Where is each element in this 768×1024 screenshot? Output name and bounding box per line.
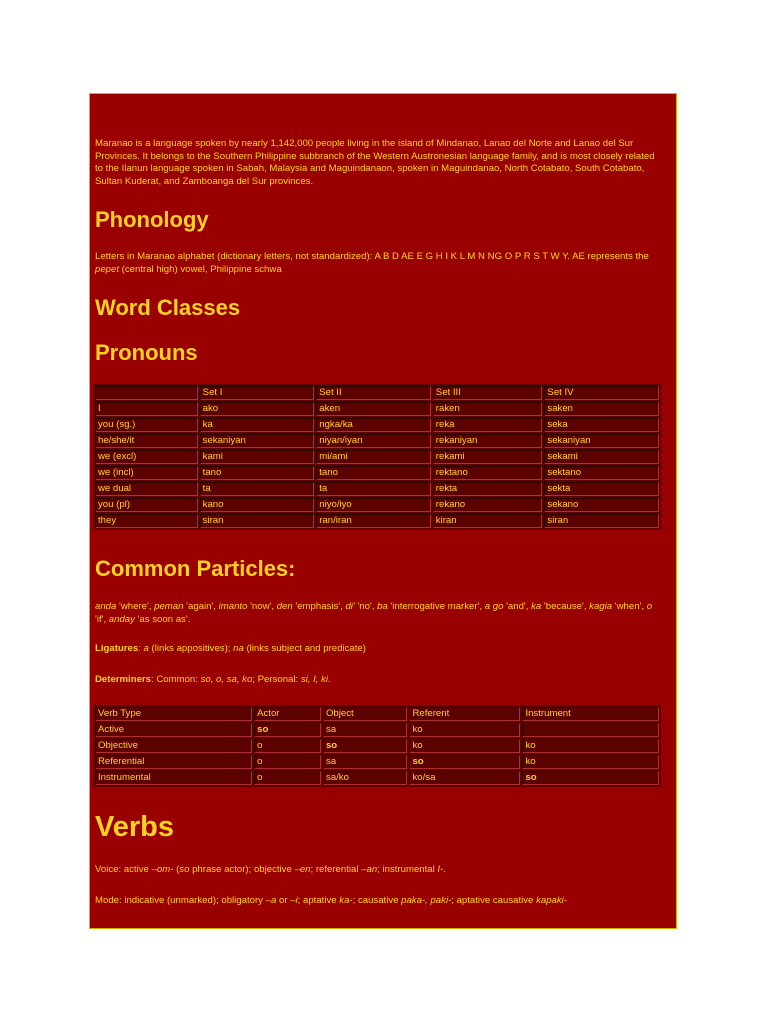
particle-gloss: 'as soon as'. [134, 613, 191, 625]
particle-gloss: 'no', [354, 601, 378, 612]
pronoun-cell: kami [200, 450, 315, 464]
pronoun-cell: reka [433, 418, 543, 432]
particle-gloss: 'where', [116, 601, 155, 612]
verb-cell: sa [323, 723, 408, 737]
common-particles-heading: Common Particles: [95, 556, 296, 581]
pronoun-cell: they [95, 514, 198, 528]
pronoun-cell: aken [316, 402, 431, 416]
particle-word: o [646, 601, 653, 612]
pronoun-cell: we (excl) [95, 450, 198, 464]
verb-cell: ko/sa [409, 771, 520, 785]
verb-header-cell: Referent [409, 707, 520, 721]
verb-header-cell: Object [323, 707, 408, 721]
particle-gloss: 'and', [503, 601, 532, 612]
ligatures-paragraph: Ligatures: a (links appositives); na (links subject and predicate) [95, 643, 366, 654]
pronoun-cell: we (incl) [95, 466, 198, 480]
verb-header-cell: Verb Type [95, 707, 252, 721]
verb-cell: so [254, 723, 321, 737]
pronoun-cell: tano [316, 466, 431, 480]
verb-cell: ko [409, 739, 520, 753]
particles-paragraph [95, 601, 665, 626]
pronoun-row [95, 482, 659, 496]
pronoun-cell: you (pl) [95, 498, 198, 512]
pronoun-cell: sekami [544, 450, 659, 464]
verb-cell: o [254, 771, 321, 785]
verb-cell [522, 723, 659, 737]
pronouns-heading: Pronouns [95, 340, 198, 365]
verb-cell: so [522, 771, 659, 785]
pronoun-cell: siran [544, 514, 659, 528]
pronoun-header-cell: Set III [433, 386, 543, 400]
verb-header-row [95, 707, 659, 721]
pronoun-row [95, 514, 659, 528]
pronoun-cell: siran [200, 514, 315, 528]
word-classes-heading: Word Classes [95, 295, 241, 320]
pronoun-cell: sekta [544, 482, 659, 496]
particle-word: anday [108, 613, 135, 625]
pronoun-cell: ta [200, 482, 315, 496]
pronoun-header-cell [95, 386, 198, 400]
mode-paragraph: Mode: indicative (unmarked); obligatory –a or –i; aptative ka-; causative paka-, paki-; aptative causative kapaki- [95, 895, 567, 906]
verb-cell: ko [409, 723, 520, 737]
pronoun-cell: niyan/iyan [316, 434, 431, 448]
pronoun-cell: saken [544, 402, 659, 416]
pronoun-row [95, 418, 659, 432]
particle-word: ka [531, 601, 542, 612]
pronoun-cell: sekano [544, 498, 659, 512]
pronoun-cell: ako [200, 402, 315, 416]
determiners-paragraph: Determiners: Common: so, o, sa, ko; Personal: si, I, ki. [95, 674, 331, 685]
pronoun-cell: ka [200, 418, 315, 432]
pronoun-cell: we dual [95, 482, 198, 496]
pronoun-cell: rektano [433, 466, 543, 480]
particle-word: imanto [218, 601, 248, 612]
voice-paragraph: Voice: active –om- (so phrase actor); objective –en; referential –an; instrumental I-. [95, 864, 446, 875]
pronoun-cell: seka [544, 418, 659, 432]
verb-row [95, 723, 659, 737]
pronoun-cell: you (sg.) [95, 418, 198, 432]
document-page [89, 93, 677, 929]
pronoun-cell: rekano [433, 498, 543, 512]
pronoun-cell: kano [200, 498, 315, 512]
pronoun-cell: tano [200, 466, 315, 480]
particle-word: den [276, 601, 293, 612]
pronoun-cell: I [95, 402, 198, 416]
verb-row [95, 739, 659, 753]
pronoun-header-row [95, 386, 659, 400]
verb-cell: so [323, 739, 408, 753]
verb-cell: Objective [95, 739, 252, 753]
pronoun-cell: mi/ami [316, 450, 431, 464]
verb-cell: so [409, 755, 520, 769]
pronoun-row [95, 498, 659, 512]
pronoun-row [95, 466, 659, 480]
pronoun-table [93, 384, 661, 530]
particle-gloss: 'if', [95, 613, 109, 625]
particle-word: di' [345, 601, 355, 612]
verb-cell: sa/ko [323, 771, 408, 785]
pronoun-cell: niyo/iyo [316, 498, 431, 512]
verb-cell: o [254, 739, 321, 753]
pronoun-cell: raken [433, 402, 543, 416]
particle-gloss: 'emphasis', [292, 601, 346, 612]
particle-word: ba [377, 601, 388, 612]
particle-gloss: 'because', [541, 601, 590, 612]
pronoun-header-cell: Set I [200, 386, 315, 400]
verb-header-cell: Actor [254, 707, 321, 721]
pronoun-cell: ngka/ka [316, 418, 431, 432]
particle-word: kagia [589, 601, 613, 612]
particle-word: peman [154, 601, 184, 612]
pronoun-cell: rekta [433, 482, 543, 496]
pronoun-cell: sektano [544, 466, 659, 480]
verb-cell: Referential [95, 755, 252, 769]
particle-word: a go [484, 601, 504, 612]
particle-gloss: 'when', [612, 601, 647, 612]
verb-header-cell: Instrument [522, 707, 659, 721]
pronoun-header-cell: Set IV [544, 386, 659, 400]
verb-row [95, 771, 659, 785]
particle-word: anda [95, 601, 117, 612]
verb-row [95, 755, 659, 769]
pronoun-header-cell: Set II [316, 386, 431, 400]
pronoun-row [95, 434, 659, 448]
pronoun-cell: kiran [433, 514, 543, 528]
verb-cell: Instrumental [95, 771, 252, 785]
pronoun-cell: ran/iran [316, 514, 431, 528]
verb-cell: Active [95, 723, 252, 737]
verb-cell: o [254, 755, 321, 769]
particle-gloss: 'interrogative marker', [387, 601, 485, 612]
pronoun-cell: rekami [433, 450, 543, 464]
pronoun-cell: sekaniyan [544, 434, 659, 448]
verb-cell: ko [522, 755, 659, 769]
pronoun-cell: he/she/it [95, 434, 198, 448]
verb-type-table [93, 705, 661, 787]
verb-cell: sa [323, 755, 408, 769]
pronoun-cell: rekaniyan [433, 434, 543, 448]
pronoun-row [95, 402, 659, 416]
verbs-heading: Verbs [95, 811, 174, 843]
pronoun-cell: ta [316, 482, 431, 496]
pronoun-cell: sekaniyan [200, 434, 315, 448]
phonology-heading: Phonology [95, 207, 209, 232]
phonology-paragraph: Letters in Maranao alphabet (dictionary letters, not standardized): A B D AE E G H I K L M N NG O P R S T W Y. AE represents the pepet (central high) vowel, Philippine schwa [95, 251, 649, 275]
particle-gloss: 'again', [183, 601, 219, 612]
intro-paragraph: Maranao is a language spoken by nearly 1,142,000 people living in the island of Mindanao, Lanao del Norte and Lanao del Sur Provinces. It belongs to the Southern Philippine subbranch of the Western Austronesian language family, and is most closely related to the Ilanun language spoken in Sabah, Malaysia and Maguindanaon, spoken in Maguindanao, North Cotabato, South Cotabato, Sultan Kuderat, and Zamboanga del Sur provinces. [95, 138, 655, 187]
particle-gloss: 'now', [247, 601, 277, 612]
pronoun-row [95, 450, 659, 464]
verb-cell: ko [522, 739, 659, 753]
